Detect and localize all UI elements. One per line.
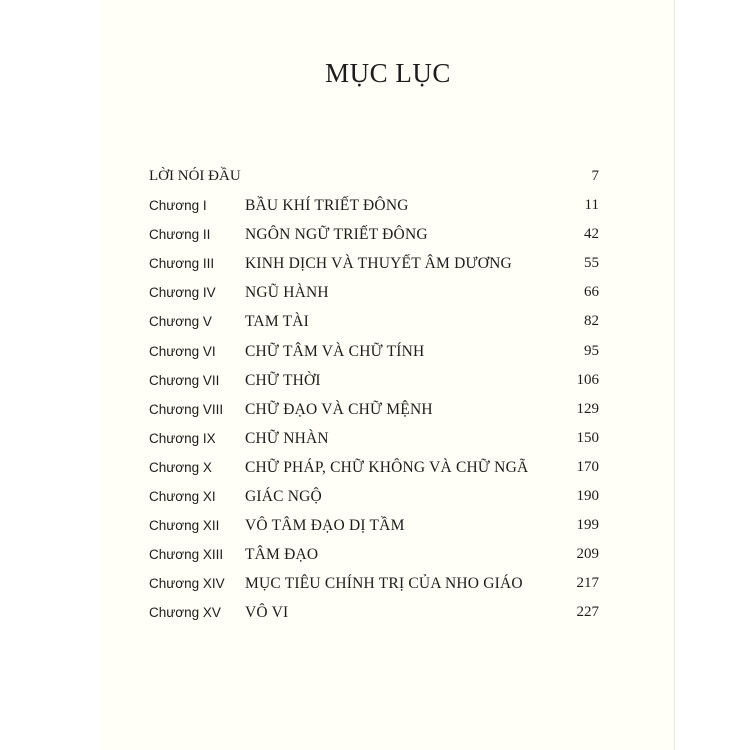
- toc-page-number: 209: [576, 546, 599, 563]
- toc-chapter-label: Chương XV: [149, 605, 221, 621]
- toc-page-number: 129: [576, 400, 599, 417]
- toc-chapter-label: Chương XI: [149, 489, 216, 505]
- toc-page-number: 106: [576, 371, 599, 388]
- toc-page-number: 82: [584, 313, 599, 330]
- toc-row-chapter-13: [149, 540, 599, 569]
- toc-row-chapter-12: [149, 511, 599, 540]
- toc-chapter-label: Chương VIII: [149, 401, 224, 417]
- table-of-contents: [149, 162, 599, 628]
- toc-chapter-label: Chương II: [149, 227, 211, 243]
- toc-chapter-title: MỤC TIÊU CHÍNH TRỊ CỦA NHO GIÁO: [245, 575, 523, 593]
- toc-chapter-title: TÂM ĐẠO: [245, 546, 319, 564]
- toc-page-number: 42: [584, 226, 599, 243]
- toc-page-number: 66: [584, 284, 599, 301]
- toc-chapter-label: Chương XIV: [149, 576, 225, 592]
- toc-chapter-title: TAM TÀI: [245, 313, 310, 331]
- toc-page-number: 227: [576, 604, 599, 621]
- toc-chapter-label: Chương XII: [149, 518, 220, 534]
- toc-chapter-title: CHỮ THỜI: [245, 371, 321, 389]
- toc-row-chapter-4: [149, 278, 599, 307]
- toc-page-number: 95: [584, 342, 599, 359]
- toc-page-number: 11: [584, 197, 599, 214]
- toc-page-number: 170: [576, 458, 599, 475]
- toc-page-number: 7: [591, 168, 599, 184]
- toc-chapter-title: VÔ TÂM ĐẠO DỊ TẦM: [245, 517, 405, 535]
- toc-row-chapter-6: [149, 337, 599, 366]
- toc-chapter-title: CHỮ TÂM VÀ CHỮ TÍNH: [245, 342, 425, 360]
- toc-chapter-title: VÔ VI: [245, 604, 289, 622]
- toc-row-chapter-3: [149, 249, 599, 278]
- toc-chapter-label: Chương VI: [149, 343, 216, 359]
- toc-chapter-title: NGŨ HÀNH: [245, 284, 329, 302]
- toc-row-chapter-9: [149, 424, 599, 453]
- toc-chapter-title: BẦU KHÍ TRIẾT ĐÔNG: [245, 197, 409, 215]
- toc-chapter-title: CHỮ PHÁP, CHỮ KHÔNG VÀ CHỮ NGÃ: [245, 458, 529, 476]
- toc-chapter-label: Chương IV: [149, 285, 216, 301]
- toc-chapter-label: Chương X: [149, 459, 212, 475]
- toc-row-chapter-14: [149, 569, 599, 598]
- toc-chapter-title: CHỮ ĐẠO VÀ CHỮ MỆNH: [245, 400, 433, 418]
- toc-row-chapter-1: [149, 191, 599, 220]
- page-title: MỤC LỤC: [325, 58, 451, 88]
- toc-row-chapter-5: [149, 307, 599, 336]
- toc-row-preface: [149, 162, 599, 191]
- toc-chapter-title: NGÔN NGỮ TRIẾT ĐÔNG: [245, 226, 428, 244]
- toc-chapter-label: Chương IX: [149, 430, 216, 446]
- toc-page-number: 199: [576, 517, 599, 534]
- toc-chapter-label: Chương XIII: [149, 547, 224, 563]
- toc-page-number: 150: [576, 429, 599, 446]
- toc-row-chapter-11: [149, 482, 599, 511]
- toc-chapter-label: LỜI NÓI ĐẦU: [149, 168, 241, 184]
- page-edge-divider: [674, 0, 675, 750]
- toc-chapter-title: KINH DỊCH VÀ THUYẾT ÂM DƯƠNG: [245, 255, 512, 273]
- toc-row-chapter-7: [149, 366, 599, 395]
- book-page: [102, 0, 674, 750]
- toc-row-chapter-15: [149, 598, 599, 627]
- toc-chapter-label: Chương I: [149, 198, 207, 214]
- toc-chapter-label: Chương VII: [149, 372, 220, 388]
- toc-row-chapter-8: [149, 395, 599, 424]
- toc-row-chapter-10: [149, 453, 599, 482]
- toc-row-chapter-2: [149, 220, 599, 249]
- toc-chapter-title: CHỮ NHÀN: [245, 429, 329, 447]
- toc-page-number: 55: [584, 255, 599, 272]
- toc-chapter-label: Chương V: [149, 314, 212, 330]
- toc-page-number: 190: [576, 488, 599, 505]
- toc-chapter-label: Chương III: [149, 256, 215, 272]
- toc-page-number: 217: [576, 575, 599, 592]
- toc-chapter-title: GIÁC NGỘ: [245, 488, 322, 506]
